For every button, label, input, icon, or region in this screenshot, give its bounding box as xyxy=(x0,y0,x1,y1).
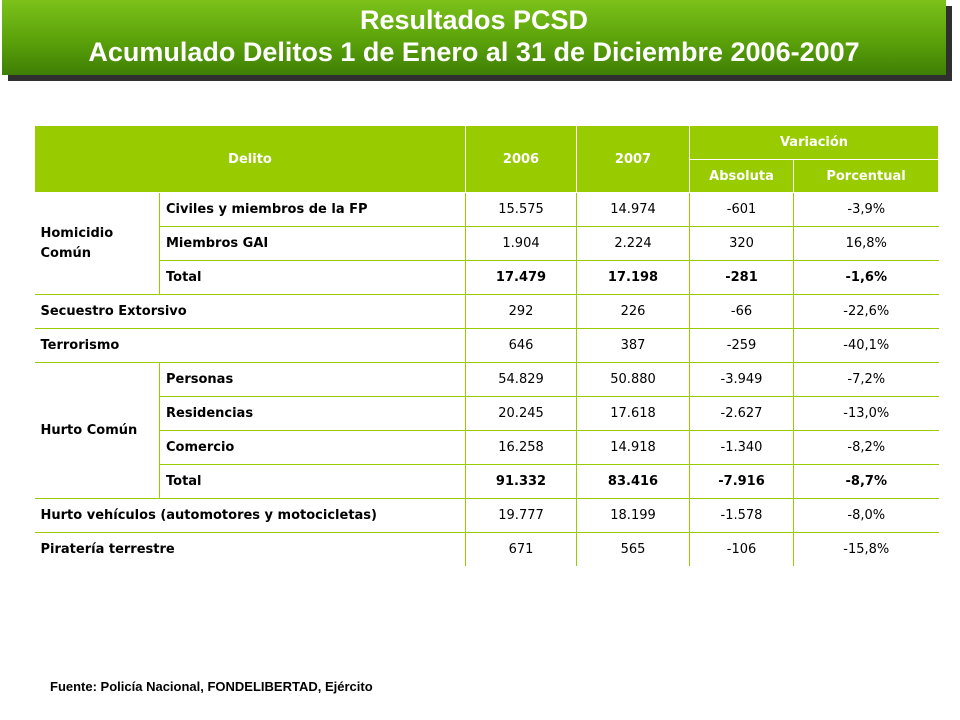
cell-porcentual: -3,9% xyxy=(794,193,939,227)
cell-2007: 50.880 xyxy=(577,363,690,397)
cell-absoluta: -7.916 xyxy=(690,465,794,499)
cell-2007: 387 xyxy=(577,329,690,363)
header-2007: 2007 xyxy=(577,126,690,193)
cell-porcentual: -8,7% xyxy=(794,465,939,499)
cell-porcentual: -1,6% xyxy=(794,261,939,295)
row-label: Personas xyxy=(160,363,466,397)
cell-2006: 671 xyxy=(466,533,577,567)
table-row xyxy=(35,363,939,397)
row-label: Total xyxy=(160,465,466,499)
table-row-total xyxy=(35,261,939,295)
page-title: Resultados PCSD xyxy=(359,5,589,35)
table-row xyxy=(35,329,939,363)
cell-2007: 18.199 xyxy=(577,499,690,533)
row-label: Secuestro Extorsivo xyxy=(35,295,466,329)
cell-porcentual: -40,1% xyxy=(794,329,939,363)
cell-2006: 19.777 xyxy=(466,499,577,533)
table-row xyxy=(35,533,939,567)
cell-2006: 1.904 xyxy=(466,227,577,261)
cell-2006: 292 xyxy=(466,295,577,329)
header-absoluta: Absoluta xyxy=(690,160,794,193)
cell-2007: 83.416 xyxy=(577,465,690,499)
cell-absoluta: -1.340 xyxy=(690,431,794,465)
cell-2007: 17.198 xyxy=(577,261,690,295)
cell-porcentual: -13,0% xyxy=(794,397,939,431)
cell-absoluta: -1.578 xyxy=(690,499,794,533)
table-row xyxy=(35,295,939,329)
row-label: Miembros GAI xyxy=(160,227,466,261)
cell-absoluta: -3.949 xyxy=(690,363,794,397)
category-hurto: Hurto Común xyxy=(35,363,160,499)
row-label: Terrorismo xyxy=(35,329,466,363)
cell-2007: 226 xyxy=(577,295,690,329)
table-header-row xyxy=(35,126,939,160)
page-subtitle: Acumulado Delitos 1 de Enero al 31 de Diciembre 2006-2007 xyxy=(88,37,860,67)
cell-2007: 14.918 xyxy=(577,431,690,465)
row-label: Civiles y miembros de la FP xyxy=(160,193,466,227)
title-banner xyxy=(2,0,946,75)
header-variacion: Variación xyxy=(690,126,939,160)
header-delito: Delito xyxy=(35,126,466,193)
table-row xyxy=(35,397,939,431)
row-label: Hurto vehículos (automotores y motocicletas) xyxy=(35,499,466,533)
cell-2006: 646 xyxy=(466,329,577,363)
cell-absoluta: -106 xyxy=(690,533,794,567)
cell-2006: 20.245 xyxy=(466,397,577,431)
cell-2007: 17.618 xyxy=(577,397,690,431)
cell-absoluta: -281 xyxy=(690,261,794,295)
cell-porcentual: -7,2% xyxy=(794,363,939,397)
source-note: Fuente: Policía Nacional, FONDELIBERTAD, Ejército xyxy=(50,679,373,694)
crime-results-table xyxy=(34,125,939,566)
cell-absoluta: 320 xyxy=(690,227,794,261)
table-row xyxy=(35,227,939,261)
cell-porcentual: -22,6% xyxy=(794,295,939,329)
table-row xyxy=(35,193,939,227)
cell-absoluta: -66 xyxy=(690,295,794,329)
cell-porcentual: -8,2% xyxy=(794,431,939,465)
cell-absoluta: -601 xyxy=(690,193,794,227)
row-label: Residencias xyxy=(160,397,466,431)
cell-2006: 16.258 xyxy=(466,431,577,465)
header-porcentual: Porcentual xyxy=(794,160,939,193)
cell-absoluta: -2.627 xyxy=(690,397,794,431)
cell-2006: 17.479 xyxy=(466,261,577,295)
cell-2006: 54.829 xyxy=(466,363,577,397)
row-label: Piratería terrestre xyxy=(40,542,175,557)
category-homicidio: Homicidio Común xyxy=(35,193,160,295)
cell-porcentual: -15,8% xyxy=(794,533,939,567)
header-2006: 2006 xyxy=(466,126,577,193)
cell-2006: 15.575 xyxy=(466,193,577,227)
cell-porcentual: -8,0% xyxy=(794,499,939,533)
cell-2007: 14.974 xyxy=(577,193,690,227)
cell-absoluta: -259 xyxy=(690,329,794,363)
row-label: Comercio xyxy=(160,431,466,465)
table-row xyxy=(35,431,939,465)
cell-porcentual: 16,8% xyxy=(794,227,939,261)
cell-2006: 91.332 xyxy=(466,465,577,499)
row-label: Total xyxy=(160,261,466,295)
cell-2007: 565 xyxy=(577,533,690,567)
table-row-total xyxy=(35,465,939,499)
table-row xyxy=(35,499,939,533)
cell-2007: 2.224 xyxy=(577,227,690,261)
